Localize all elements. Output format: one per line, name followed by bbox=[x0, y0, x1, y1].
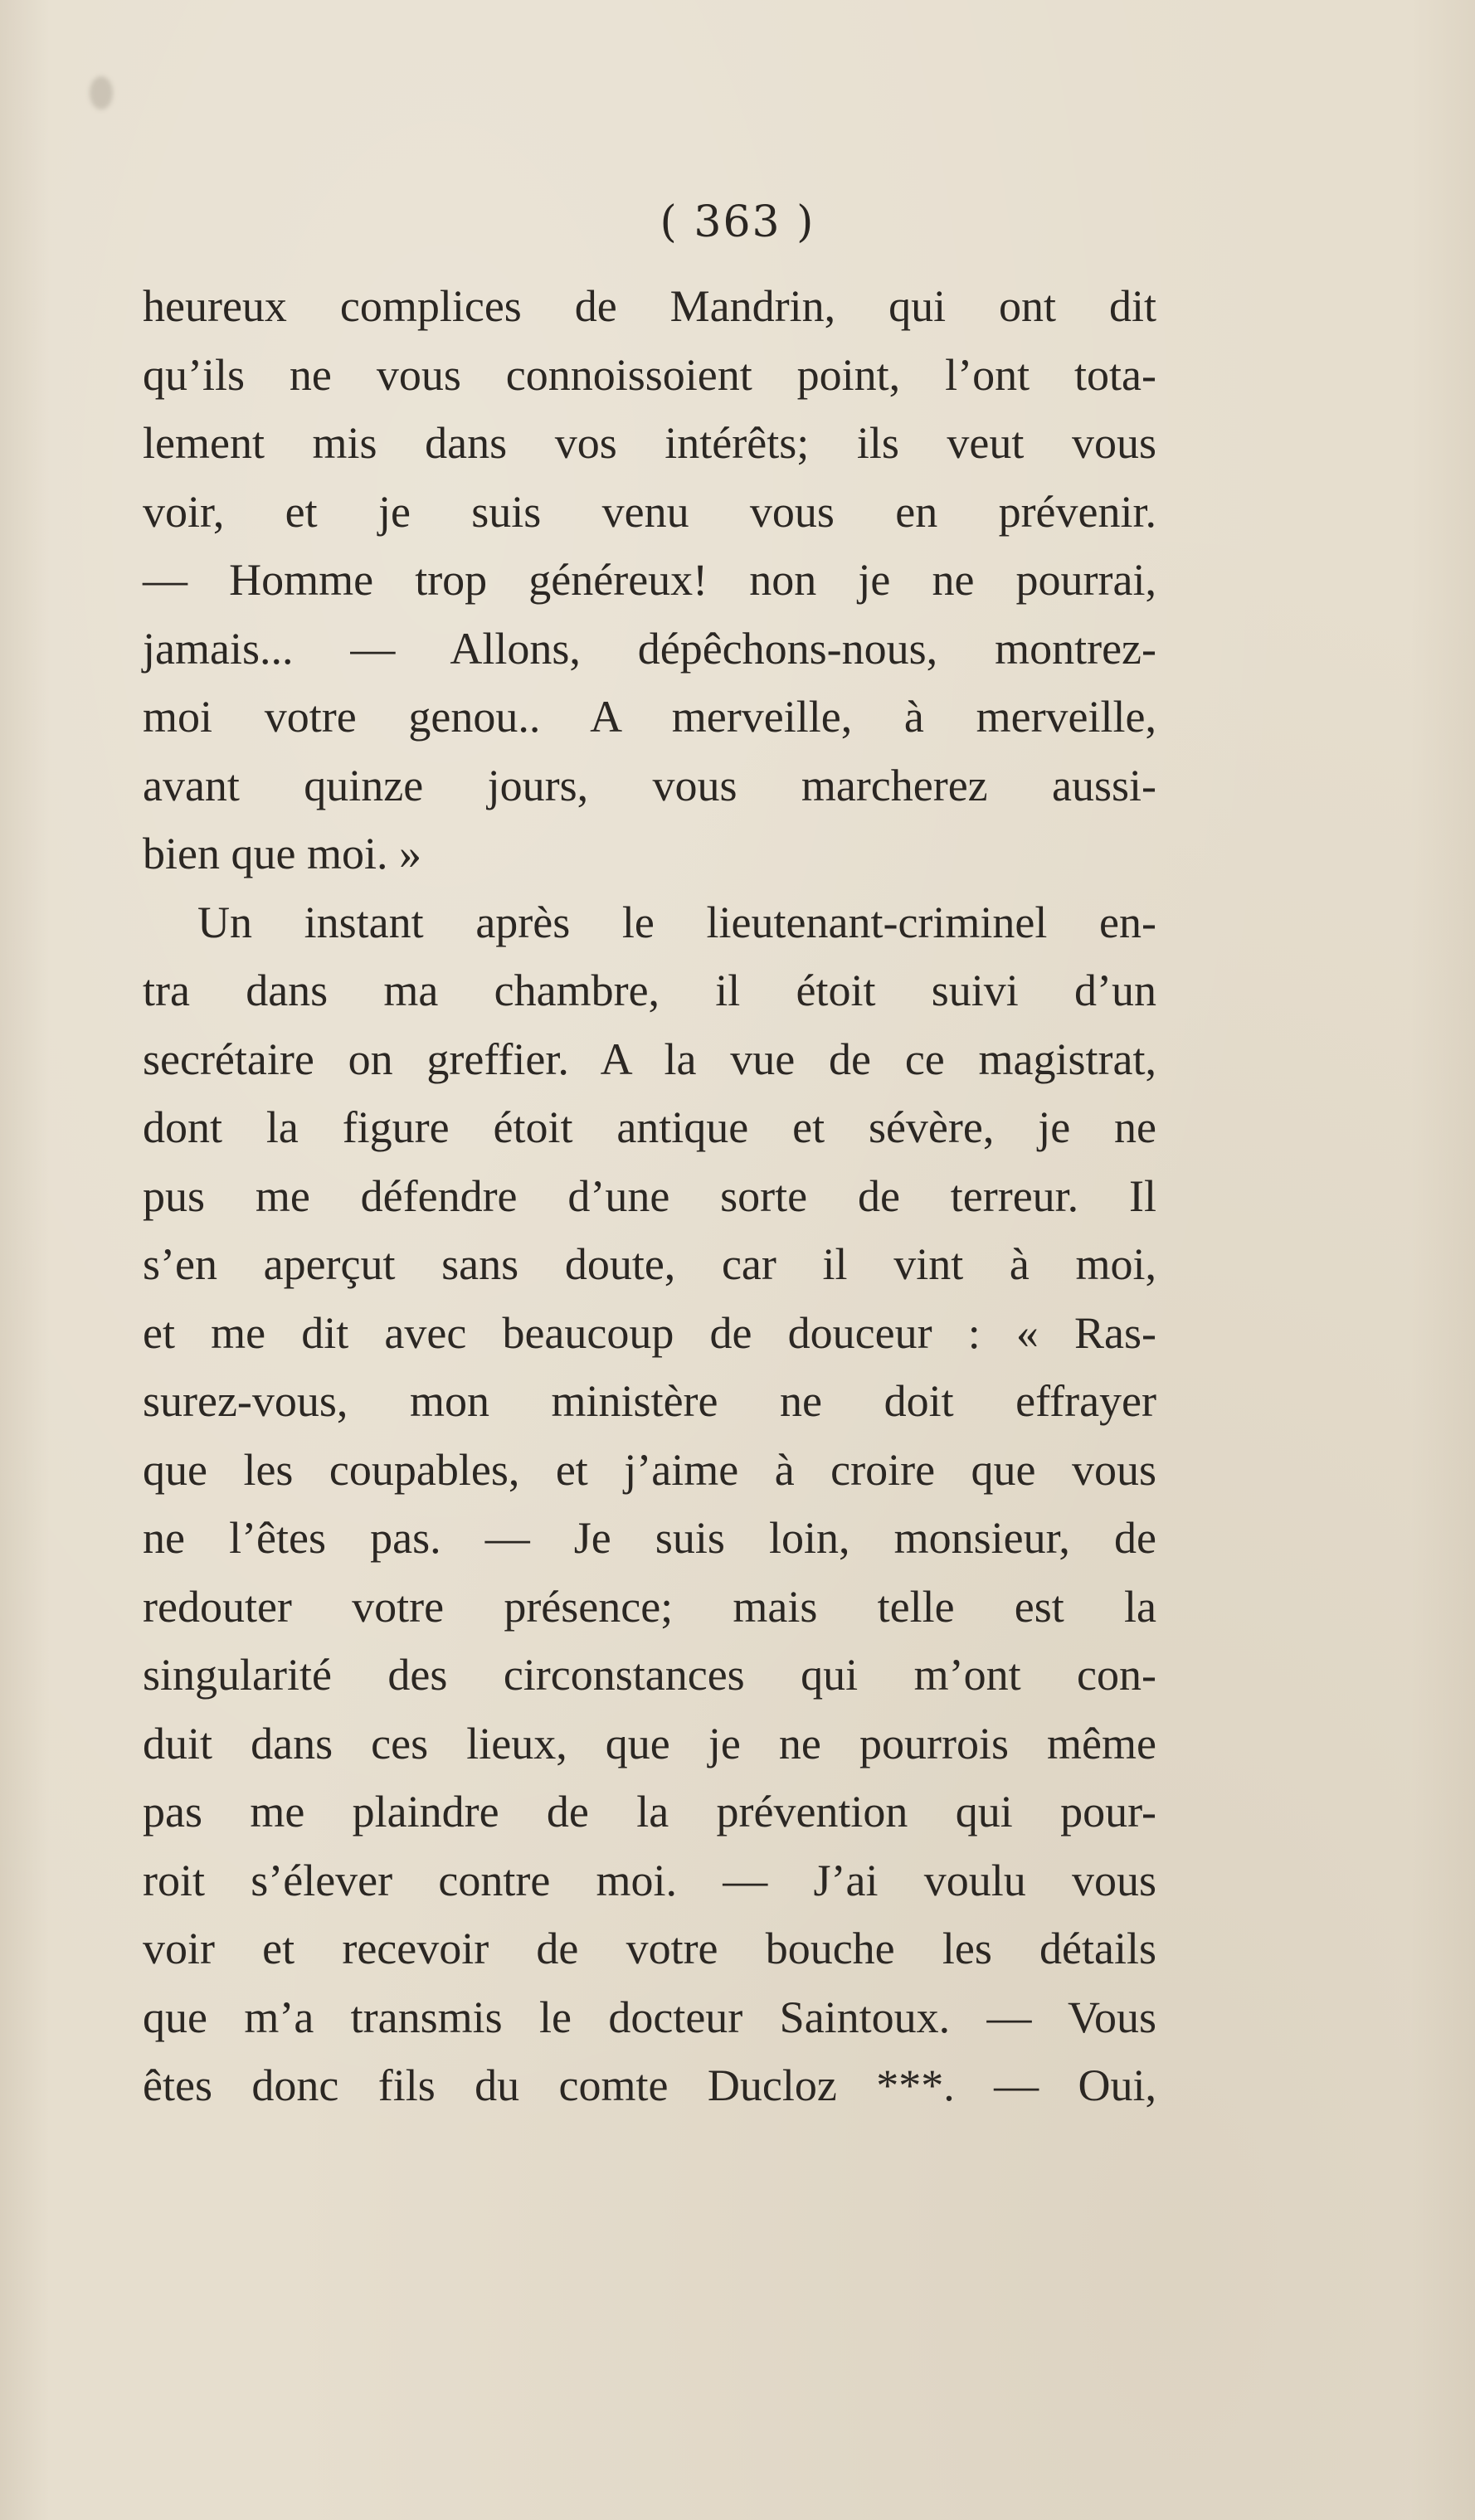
text-line-14: pus me défendre d’une sorte de terreur. Il bbox=[143, 1170, 1156, 1221]
text-line-12: secrétaire on greffier. A la vue de ce magistrat, bbox=[143, 1034, 1156, 1084]
text-line-1: heureux complices de Mandrin, qui ont dit bbox=[143, 281, 1156, 331]
text-line-21: singularité des circonstances qui m’ont con- bbox=[143, 1650, 1156, 1700]
text-line-19: ne l’êtes pas. — Je suis loin, monsieur, de bbox=[143, 1513, 1156, 1563]
text-line-22: duit dans ces lieux, que je ne pourrois même bbox=[143, 1718, 1156, 1768]
text-line-3: lement mis dans vos intérêts; ils veut vous bbox=[143, 418, 1156, 468]
text-line-9: bien que moi. » bbox=[143, 829, 421, 878]
text-line-2: qu’ils ne vous connoissoient point, l’ont tota- bbox=[143, 349, 1156, 400]
text-line-15: s’en aperçut sans doute, car il vint à moi, bbox=[143, 1239, 1156, 1289]
text-line-6: jamais... — Allons, dépêchons-nous, montrez- bbox=[143, 623, 1156, 674]
paper-stain bbox=[90, 76, 113, 109]
text-line-23: pas me plaindre de la prévention qui pour- bbox=[143, 1787, 1156, 1836]
text-line-8: avant quinze jours, vous marcherez aussi- bbox=[143, 760, 1156, 810]
text-line-24: roit s’élever contre moi. — J’ai voulu vous bbox=[143, 1855, 1156, 1905]
text-line-18: que les coupables, et j’aime à croire que vous bbox=[143, 1444, 1156, 1495]
text-line-11: tra dans ma chambre, il étoit suivi d’un bbox=[143, 966, 1156, 1015]
text-line-16: et me dit avec beaucoup de douceur : « Ras- bbox=[143, 1307, 1156, 1358]
text-line-5: — Homme trop généreux! non je ne pourrai, bbox=[143, 555, 1156, 605]
page-number: ( 363 ) bbox=[660, 197, 815, 247]
text-line-27: êtes donc fils du comte Ducloz ***. — Oui, bbox=[143, 2060, 1156, 2110]
text-line-17: surez-vous, mon ministère ne doit effrayer bbox=[143, 1376, 1156, 1426]
text-line-20: redouter votre présence; mais telle est la bbox=[143, 1581, 1156, 1632]
text-line-25: voir et recevoir de votre bouche les détails bbox=[143, 1924, 1156, 1973]
text-line-26: que m’a transmis le docteur Saintoux. — Vous bbox=[143, 1992, 1156, 2042]
text-line-13: dont la figure étoit antique et sévère, je ne bbox=[143, 1102, 1156, 1152]
text-line-7: moi votre genou.. A merveille, à merveille, bbox=[143, 692, 1156, 742]
text-line-4: voir, et je suis venu vous en prévenir. bbox=[143, 486, 1156, 537]
text-line-10: Un instant après le lieutenant-criminel en- bbox=[197, 897, 1156, 947]
body-text bbox=[143, 272, 1156, 2120]
